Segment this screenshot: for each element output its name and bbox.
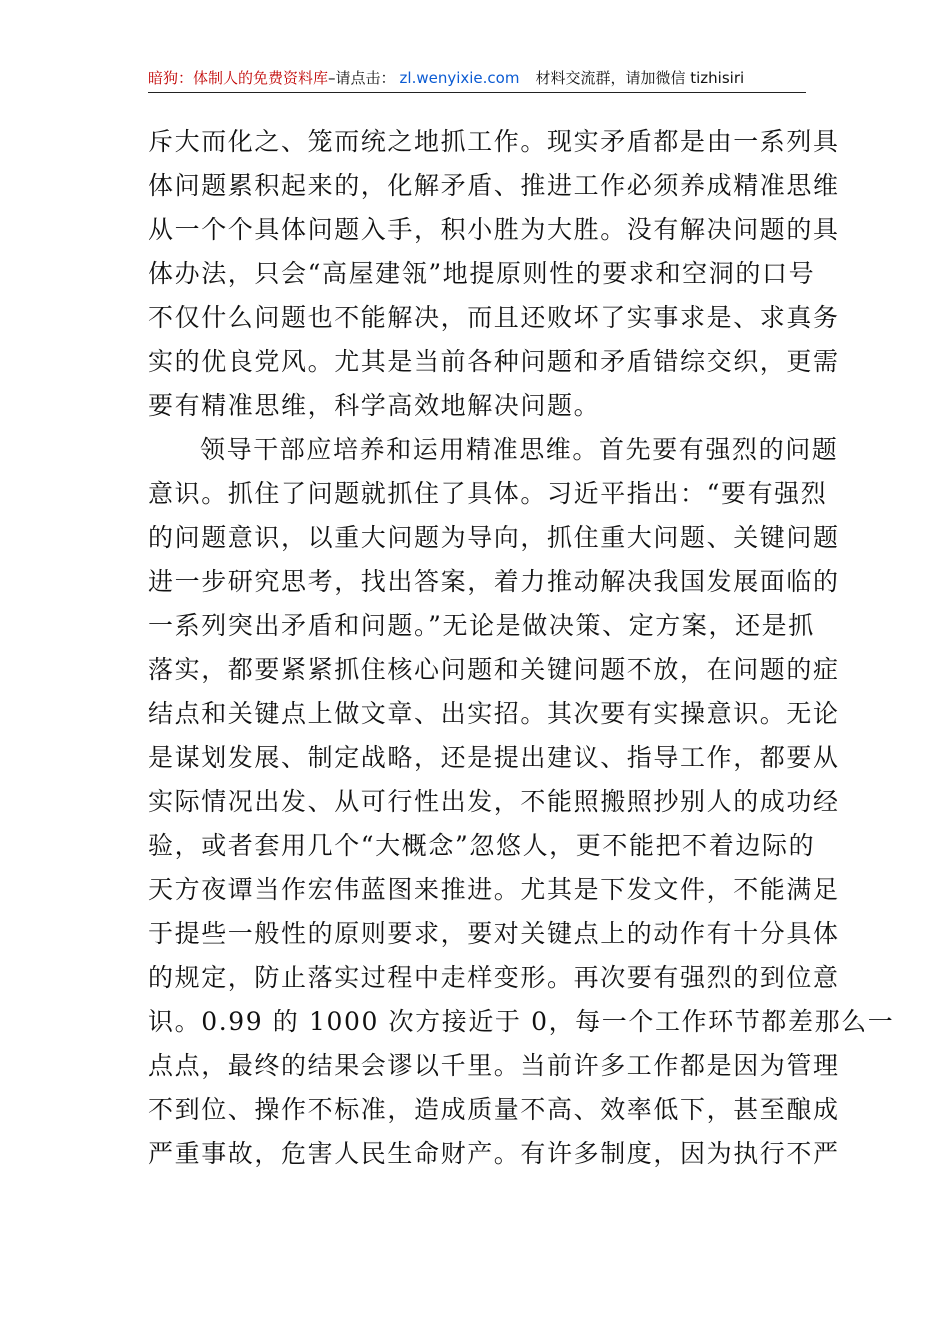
text-line: 落实，都要紧紧抓住核心问题和关键问题不放，在问题的症 — [148, 655, 840, 684]
header-prompt: –请点击： — [328, 69, 396, 87]
paragraph-2 — [148, 428, 895, 1176]
text-line: 不到位、操作不标准，造成质量不高、效率低下，甚至酿成 — [148, 1095, 840, 1124]
text-line: 领导干部应培养和运用精准思维。首先要有强烈的问题 — [200, 435, 839, 464]
text-line: 的问题意识，以重大问题为导向，抓住重大问题、关键问题 — [148, 523, 840, 552]
text-line: 一系列突出矛盾和问题。”无论是做决策、定方案，还是抓 — [148, 611, 815, 640]
header-note: 材料交流群，请加微信 tizhisiri — [535, 69, 745, 87]
text-line: 的规定，防止落实过程中走样变形。再次要有强烈的到位意 — [148, 963, 840, 992]
text-line: 是谋划发展、制定战略，还是提出建议、指导工作，都要从 — [148, 743, 840, 772]
text-line: 识。0.99 的 1000 次方接近于 0，每一个工作环节都差那么一 — [148, 1007, 895, 1036]
text-line: 要有精准思维，科学高效地解决问题。 — [148, 391, 601, 420]
text-line: 意识。抓住了问题就抓住了具体。习近平指出：“要有强烈 — [148, 479, 828, 508]
header-link[interactable]: zl.wenyixie.com — [399, 69, 520, 87]
text-line: 斥大而化之、笼而统之地抓工作。现实矛盾都是由一系列具 — [148, 127, 840, 156]
page-header — [148, 66, 806, 93]
document-body — [148, 120, 895, 1176]
text-line: 不仅什么问题也不能解决，而且还败坏了实事求是、求真务 — [148, 303, 840, 332]
text-line: 体问题累积起来的，化解矛盾、推进工作必须养成精准思维 — [148, 171, 840, 200]
text-line: 结点和关键点上做文章、出实招。其次要有实操意识。无论 — [148, 699, 840, 728]
text-line: 天方夜谭当作宏伟蓝图来推进。尤其是下发文件，不能满足 — [148, 875, 840, 904]
text-line: 实际情况出发、从可行性出发，不能照搬照抄别人的成功经 — [148, 787, 840, 816]
text-line: 从一个个具体问题入手，积小胜为大胜。没有解决问题的具 — [148, 215, 840, 244]
text-line: 体办法，只会“高屋建瓴”地提原则性的要求和空洞的口号 — [148, 259, 816, 288]
paragraph-1 — [148, 120, 840, 428]
header-brand: 暗狗：体制人的免费资料库 — [148, 69, 329, 87]
text-line: 严重事故，危害人民生命财产。有许多制度，因为执行不严 — [148, 1139, 840, 1168]
text-line: 点点，最终的结果会谬以千里。当前许多工作都是因为管理 — [148, 1051, 840, 1080]
text-line: 进一步研究思考，找出答案，着力推动解决我国发展面临的 — [148, 567, 840, 596]
text-line: 实的优良党风。尤其是当前各种问题和矛盾错综交织，更需 — [148, 347, 840, 376]
text-line: 于提些一般性的原则要求，要对关键点上的动作有十分具体 — [148, 919, 840, 948]
text-line: 验，或者套用几个“大概念”忽悠人，更不能把不着边际的 — [148, 831, 816, 860]
